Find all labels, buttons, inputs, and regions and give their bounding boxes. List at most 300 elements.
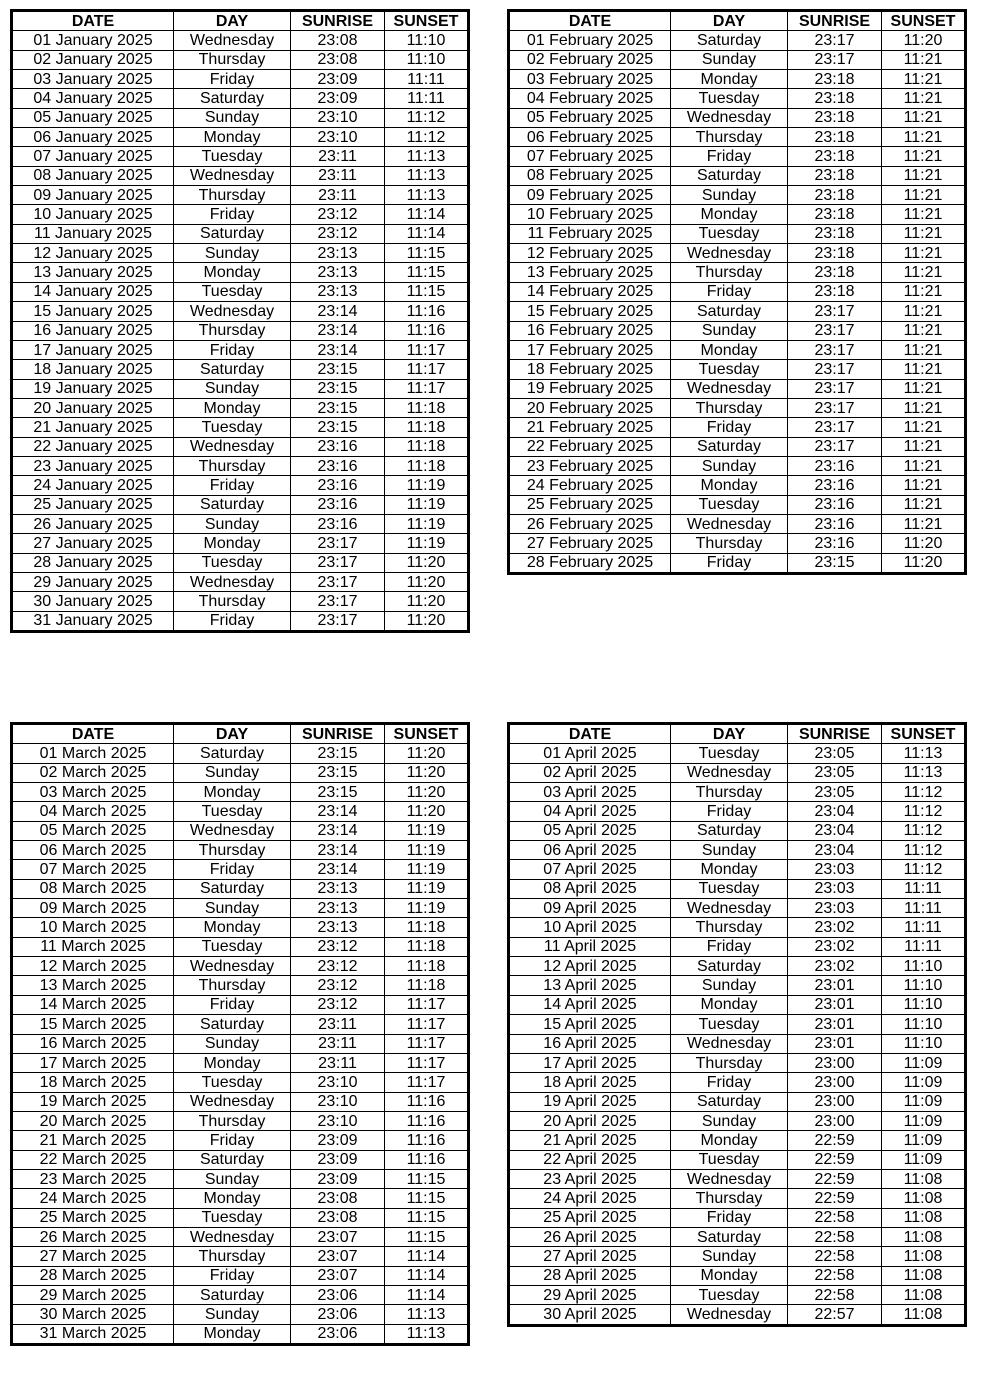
cell-sunrise: 23:16 <box>788 456 882 475</box>
table-row <box>12 166 469 185</box>
table-row <box>509 1034 966 1053</box>
table-row <box>509 1015 966 1034</box>
header-row <box>12 11 469 31</box>
cell-sunrise: 23:16 <box>291 456 385 475</box>
cell-sunrise: 23:10 <box>291 1073 385 1092</box>
cell-date: 19 April 2025 <box>509 1092 671 1111</box>
table-row <box>509 514 966 533</box>
cell-sunset: 11:17 <box>385 379 469 398</box>
cell-date: 25 April 2025 <box>509 1208 671 1227</box>
cell-date: 13 January 2025 <box>12 263 174 282</box>
table-row <box>12 1266 469 1285</box>
cell-sunset: 11:13 <box>385 1305 469 1324</box>
header-day: DAY <box>174 724 291 744</box>
header-date: DATE <box>12 11 174 31</box>
table-row <box>12 108 469 127</box>
cell-sunrise: 22:59 <box>788 1131 882 1150</box>
cell-date: 03 March 2025 <box>12 783 174 802</box>
cell-day: Thursday <box>174 592 291 611</box>
cell-sunset: 11:16 <box>385 1111 469 1130</box>
cell-sunrise: 22:59 <box>788 1169 882 1188</box>
cell-day: Wednesday <box>174 821 291 840</box>
cell-sunrise: 23:09 <box>291 89 385 108</box>
header-day: DAY <box>671 724 788 744</box>
table-row <box>12 1150 469 1169</box>
cell-date: 29 January 2025 <box>12 572 174 591</box>
cell-day: Saturday <box>174 360 291 379</box>
cell-day: Saturday <box>671 821 788 840</box>
cell-date: 03 February 2025 <box>509 70 671 89</box>
cell-sunset: 11:19 <box>385 495 469 514</box>
cell-sunrise: 23:08 <box>291 1208 385 1227</box>
cell-sunrise: 22:58 <box>788 1208 882 1227</box>
cell-date: 03 January 2025 <box>12 70 174 89</box>
table-row <box>12 592 469 611</box>
cell-sunset: 11:09 <box>882 1111 966 1130</box>
table-row <box>12 1189 469 1208</box>
cell-sunrise: 22:58 <box>788 1227 882 1246</box>
table-row <box>509 976 966 995</box>
cell-date: 22 April 2025 <box>509 1150 671 1169</box>
cell-day: Wednesday <box>671 1305 788 1325</box>
table-row <box>12 937 469 956</box>
table-row <box>12 147 469 166</box>
cell-day: Saturday <box>671 166 788 185</box>
cell-date: 12 April 2025 <box>509 957 671 976</box>
cell-day: Sunday <box>671 1247 788 1266</box>
cell-sunset: 11:19 <box>385 476 469 495</box>
cell-sunrise: 23:15 <box>788 553 882 573</box>
cell-date: 24 March 2025 <box>12 1189 174 1208</box>
header-day: DAY <box>174 11 291 31</box>
cell-day: Thursday <box>174 1247 291 1266</box>
cell-day: Wednesday <box>174 1227 291 1246</box>
sun-table-january <box>10 9 470 633</box>
table-row <box>509 937 966 956</box>
cell-sunset: 11:12 <box>882 841 966 860</box>
table-row <box>12 224 469 243</box>
cell-sunset: 11:21 <box>882 282 966 301</box>
table-row <box>12 572 469 591</box>
cell-sunset: 11:21 <box>882 398 966 417</box>
cell-sunrise: 23:05 <box>788 744 882 763</box>
cell-sunset: 11:15 <box>385 1227 469 1246</box>
cell-day: Saturday <box>174 224 291 243</box>
table-row <box>509 456 966 475</box>
table-row <box>12 128 469 147</box>
cell-sunrise: 23:12 <box>291 224 385 243</box>
cell-day: Monday <box>174 1053 291 1072</box>
cell-sunset: 11:08 <box>882 1285 966 1304</box>
cell-day: Tuesday <box>174 937 291 956</box>
cell-sunset: 11:19 <box>385 899 469 918</box>
table-row <box>12 70 469 89</box>
cell-date: 26 January 2025 <box>12 514 174 533</box>
cell-sunrise: 23:16 <box>291 437 385 456</box>
cell-date: 26 April 2025 <box>509 1227 671 1246</box>
table-row <box>12 744 469 763</box>
cell-sunrise: 23:17 <box>788 31 882 50</box>
cell-day: Wednesday <box>671 899 788 918</box>
cell-sunrise: 23:13 <box>291 263 385 282</box>
cell-sunrise: 23:17 <box>788 379 882 398</box>
cell-sunset: 11:20 <box>385 744 469 763</box>
table-row <box>509 1092 966 1111</box>
header-sunrise: SUNRISE <box>788 724 882 744</box>
table-row <box>509 1247 966 1266</box>
cell-sunrise: 22:58 <box>788 1247 882 1266</box>
cell-day: Monday <box>174 783 291 802</box>
table-row <box>509 147 966 166</box>
cell-sunrise: 23:14 <box>291 321 385 340</box>
cell-sunrise: 23:17 <box>291 611 385 631</box>
cell-date: 19 January 2025 <box>12 379 174 398</box>
table-row <box>12 514 469 533</box>
cell-date: 24 February 2025 <box>509 476 671 495</box>
cell-sunset: 11:15 <box>385 1189 469 1208</box>
cell-sunrise: 23:14 <box>291 340 385 359</box>
table-row <box>509 244 966 263</box>
cell-sunset: 11:19 <box>385 821 469 840</box>
cell-sunset: 11:21 <box>882 89 966 108</box>
cell-sunset: 11:21 <box>882 379 966 398</box>
table-row <box>509 1131 966 1150</box>
cell-date: 08 February 2025 <box>509 166 671 185</box>
cell-day: Tuesday <box>671 1285 788 1304</box>
cell-date: 11 March 2025 <box>12 937 174 956</box>
table-row <box>12 1034 469 1053</box>
cell-day: Monday <box>174 263 291 282</box>
cell-sunrise: 23:18 <box>788 263 882 282</box>
cell-sunset: 11:08 <box>882 1247 966 1266</box>
cell-sunrise: 23:06 <box>291 1305 385 1324</box>
table-row <box>509 1305 966 1325</box>
cell-date: 19 March 2025 <box>12 1092 174 1111</box>
cell-day: Sunday <box>671 976 788 995</box>
cell-day: Saturday <box>174 744 291 763</box>
cell-day: Monday <box>671 1266 788 1285</box>
cell-sunrise: 23:00 <box>788 1073 882 1092</box>
cell-day: Thursday <box>174 50 291 69</box>
table-row <box>509 1111 966 1130</box>
cell-day: Saturday <box>174 89 291 108</box>
cell-date: 02 February 2025 <box>509 50 671 69</box>
table-row <box>12 1092 469 1111</box>
cell-sunrise: 23:13 <box>291 244 385 263</box>
cell-date: 21 April 2025 <box>509 1131 671 1150</box>
cell-sunrise: 23:16 <box>788 514 882 533</box>
cell-sunrise: 23:13 <box>291 282 385 301</box>
cell-date: 12 February 2025 <box>509 244 671 263</box>
table-row <box>509 821 966 840</box>
cell-date: 09 April 2025 <box>509 899 671 918</box>
cell-sunrise: 23:05 <box>788 763 882 782</box>
cell-day: Wednesday <box>671 244 788 263</box>
cell-day: Thursday <box>671 918 788 937</box>
cell-date: 02 April 2025 <box>509 763 671 782</box>
cell-day: Saturday <box>174 1150 291 1169</box>
header-sunset: SUNSET <box>385 724 469 744</box>
table-row <box>12 456 469 475</box>
cell-day: Friday <box>174 340 291 359</box>
cell-date: 17 January 2025 <box>12 340 174 359</box>
cell-day: Sunday <box>671 321 788 340</box>
cell-sunrise: 23:09 <box>291 1169 385 1188</box>
cell-sunset: 11:21 <box>882 476 966 495</box>
cell-sunset: 11:21 <box>882 302 966 321</box>
cell-day: Monday <box>174 1189 291 1208</box>
cell-date: 11 February 2025 <box>509 224 671 243</box>
table-row <box>12 1169 469 1188</box>
cell-day: Tuesday <box>671 360 788 379</box>
cell-sunset: 11:12 <box>882 821 966 840</box>
cell-day: Wednesday <box>174 957 291 976</box>
table-row <box>12 783 469 802</box>
cell-day: Thursday <box>174 186 291 205</box>
cell-sunset: 11:08 <box>882 1266 966 1285</box>
cell-day: Saturday <box>671 31 788 50</box>
table-row <box>12 244 469 263</box>
cell-day: Friday <box>174 205 291 224</box>
table-row <box>12 995 469 1014</box>
cell-sunrise: 23:12 <box>291 995 385 1014</box>
cell-day: Friday <box>671 802 788 821</box>
cell-sunrise: 23:04 <box>788 802 882 821</box>
cell-sunrise: 23:07 <box>291 1266 385 1285</box>
cell-date: 23 March 2025 <box>12 1169 174 1188</box>
cell-sunset: 11:09 <box>882 1073 966 1092</box>
cell-sunset: 11:18 <box>385 937 469 956</box>
cell-sunset: 11:12 <box>385 108 469 127</box>
cell-sunrise: 23:17 <box>788 321 882 340</box>
cell-sunset: 11:20 <box>385 763 469 782</box>
cell-sunset: 11:20 <box>882 31 966 50</box>
cell-sunrise: 23:00 <box>788 1092 882 1111</box>
cell-sunset: 11:14 <box>385 224 469 243</box>
cell-sunset: 11:18 <box>385 437 469 456</box>
cell-sunrise: 23:14 <box>291 302 385 321</box>
cell-date: 25 January 2025 <box>12 495 174 514</box>
cell-day: Wednesday <box>174 572 291 591</box>
cell-date: 17 April 2025 <box>509 1053 671 1072</box>
cell-sunset: 11:20 <box>385 592 469 611</box>
cell-day: Thursday <box>671 1053 788 1072</box>
cell-sunrise: 23:05 <box>788 783 882 802</box>
cell-day: Sunday <box>174 1169 291 1188</box>
cell-sunset: 11:18 <box>385 418 469 437</box>
cell-date: 24 April 2025 <box>509 1189 671 1208</box>
cell-sunset: 11:12 <box>882 860 966 879</box>
cell-date: 06 January 2025 <box>12 128 174 147</box>
table-row <box>12 1208 469 1227</box>
header-sunrise: SUNRISE <box>788 11 882 31</box>
sun-table-february <box>507 9 967 575</box>
cell-day: Monday <box>671 70 788 89</box>
cell-sunset: 11:21 <box>882 495 966 514</box>
cell-sunset: 11:19 <box>385 841 469 860</box>
cell-day: Saturday <box>174 879 291 898</box>
cell-date: 04 April 2025 <box>509 802 671 821</box>
cell-day: Thursday <box>671 398 788 417</box>
cell-date: 23 January 2025 <box>12 456 174 475</box>
header-row <box>12 724 469 744</box>
table-row <box>509 957 966 976</box>
table-row <box>509 1073 966 1092</box>
cell-sunrise: 23:15 <box>291 418 385 437</box>
cell-sunset: 11:08 <box>882 1227 966 1246</box>
cell-sunrise: 23:15 <box>291 360 385 379</box>
cell-day: Thursday <box>174 1111 291 1130</box>
cell-day: Tuesday <box>671 89 788 108</box>
table-row <box>12 360 469 379</box>
cell-sunset: 11:20 <box>882 553 966 573</box>
cell-sunset: 11:21 <box>882 360 966 379</box>
table-row <box>12 282 469 301</box>
cell-sunrise: 23:16 <box>788 476 882 495</box>
cell-date: 10 April 2025 <box>509 918 671 937</box>
cell-sunset: 11:20 <box>385 783 469 802</box>
cell-date: 18 April 2025 <box>509 1073 671 1092</box>
cell-day: Monday <box>671 995 788 1014</box>
cell-date: 27 February 2025 <box>509 534 671 553</box>
cell-day: Wednesday <box>174 437 291 456</box>
table-row <box>12 957 469 976</box>
cell-date: 25 February 2025 <box>509 495 671 514</box>
table-row <box>12 1305 469 1324</box>
table-row <box>509 70 966 89</box>
cell-sunset: 11:21 <box>882 70 966 89</box>
cell-sunset: 11:18 <box>385 957 469 976</box>
header-date: DATE <box>509 724 671 744</box>
cell-date: 12 January 2025 <box>12 244 174 263</box>
cell-day: Friday <box>671 282 788 301</box>
cell-sunrise: 22:59 <box>788 1189 882 1208</box>
cell-date: 30 March 2025 <box>12 1305 174 1324</box>
cell-sunset: 11:10 <box>882 1034 966 1053</box>
cell-day: Tuesday <box>671 879 788 898</box>
cell-sunrise: 23:11 <box>291 186 385 205</box>
cell-sunset: 11:21 <box>882 186 966 205</box>
cell-sunrise: 23:07 <box>291 1227 385 1246</box>
cell-sunset: 11:17 <box>385 1034 469 1053</box>
table-row <box>509 282 966 301</box>
table-row <box>12 841 469 860</box>
cell-date: 18 January 2025 <box>12 360 174 379</box>
cell-sunset: 11:21 <box>882 514 966 533</box>
cell-sunrise: 23:11 <box>291 1015 385 1034</box>
cell-date: 03 April 2025 <box>509 783 671 802</box>
cell-date: 15 April 2025 <box>509 1015 671 1034</box>
cell-sunset: 11:09 <box>882 1131 966 1150</box>
cell-sunset: 11:09 <box>882 1053 966 1072</box>
cell-date: 22 January 2025 <box>12 437 174 456</box>
cell-day: Saturday <box>671 1227 788 1246</box>
cell-sunrise: 23:01 <box>788 995 882 1014</box>
cell-date: 05 February 2025 <box>509 108 671 127</box>
table-row <box>509 379 966 398</box>
cell-date: 14 April 2025 <box>509 995 671 1014</box>
cell-sunset: 11:18 <box>385 976 469 995</box>
cell-sunset: 11:11 <box>385 70 469 89</box>
table-row <box>12 418 469 437</box>
table-row <box>509 1169 966 1188</box>
cell-sunrise: 23:14 <box>291 841 385 860</box>
table-row <box>12 379 469 398</box>
cell-sunrise: 23:02 <box>788 918 882 937</box>
cell-day: Tuesday <box>174 802 291 821</box>
cell-date: 07 February 2025 <box>509 147 671 166</box>
table-row <box>509 205 966 224</box>
cell-date: 02 March 2025 <box>12 763 174 782</box>
cell-date: 10 January 2025 <box>12 205 174 224</box>
cell-date: 28 March 2025 <box>12 1266 174 1285</box>
cell-sunset: 11:21 <box>882 340 966 359</box>
cell-sunset: 11:17 <box>385 995 469 1014</box>
table-row <box>509 744 966 763</box>
cell-sunset: 11:11 <box>882 899 966 918</box>
cell-sunset: 11:20 <box>385 572 469 591</box>
cell-sunset: 11:15 <box>385 1169 469 1188</box>
cell-sunset: 11:17 <box>385 1073 469 1092</box>
cell-date: 07 April 2025 <box>509 860 671 879</box>
cell-day: Sunday <box>671 186 788 205</box>
cell-date: 30 April 2025 <box>509 1305 671 1325</box>
cell-sunrise: 23:01 <box>788 1034 882 1053</box>
table-row <box>12 31 469 50</box>
cell-date: 24 January 2025 <box>12 476 174 495</box>
cell-sunset: 11:15 <box>385 263 469 282</box>
cell-day: Tuesday <box>174 418 291 437</box>
cell-sunset: 11:19 <box>385 860 469 879</box>
cell-sunrise: 23:15 <box>291 398 385 417</box>
cell-date: 01 February 2025 <box>509 31 671 50</box>
cell-day: Friday <box>671 418 788 437</box>
cell-day: Saturday <box>174 1285 291 1304</box>
table-row <box>509 50 966 69</box>
table-row <box>12 534 469 553</box>
cell-sunrise: 23:15 <box>291 744 385 763</box>
table-row <box>509 302 966 321</box>
cell-date: 25 March 2025 <box>12 1208 174 1227</box>
cell-day: Wednesday <box>671 1034 788 1053</box>
cell-day: Wednesday <box>671 763 788 782</box>
cell-sunset: 11:10 <box>385 50 469 69</box>
cell-date: 04 February 2025 <box>509 89 671 108</box>
table-row <box>509 802 966 821</box>
table-row <box>509 1189 966 1208</box>
cell-date: 22 March 2025 <box>12 1150 174 1169</box>
cell-sunset: 11:10 <box>385 31 469 50</box>
cell-sunrise: 23:00 <box>788 1053 882 1072</box>
cell-sunrise: 22:59 <box>788 1150 882 1169</box>
table-row <box>509 899 966 918</box>
cell-day: Wednesday <box>671 514 788 533</box>
cell-sunset: 11:21 <box>882 128 966 147</box>
cell-sunset: 11:21 <box>882 147 966 166</box>
table-row <box>509 166 966 185</box>
table-row <box>12 1247 469 1266</box>
cell-sunrise: 23:10 <box>291 1111 385 1130</box>
cell-day: Tuesday <box>174 147 291 166</box>
cell-sunrise: 23:15 <box>291 379 385 398</box>
cell-sunset: 11:21 <box>882 108 966 127</box>
cell-sunrise: 23:06 <box>291 1324 385 1344</box>
cell-date: 14 January 2025 <box>12 282 174 301</box>
cell-sunset: 11:21 <box>882 244 966 263</box>
cell-sunset: 11:09 <box>882 1092 966 1111</box>
cell-sunset: 11:10 <box>882 1015 966 1034</box>
cell-date: 16 February 2025 <box>509 321 671 340</box>
